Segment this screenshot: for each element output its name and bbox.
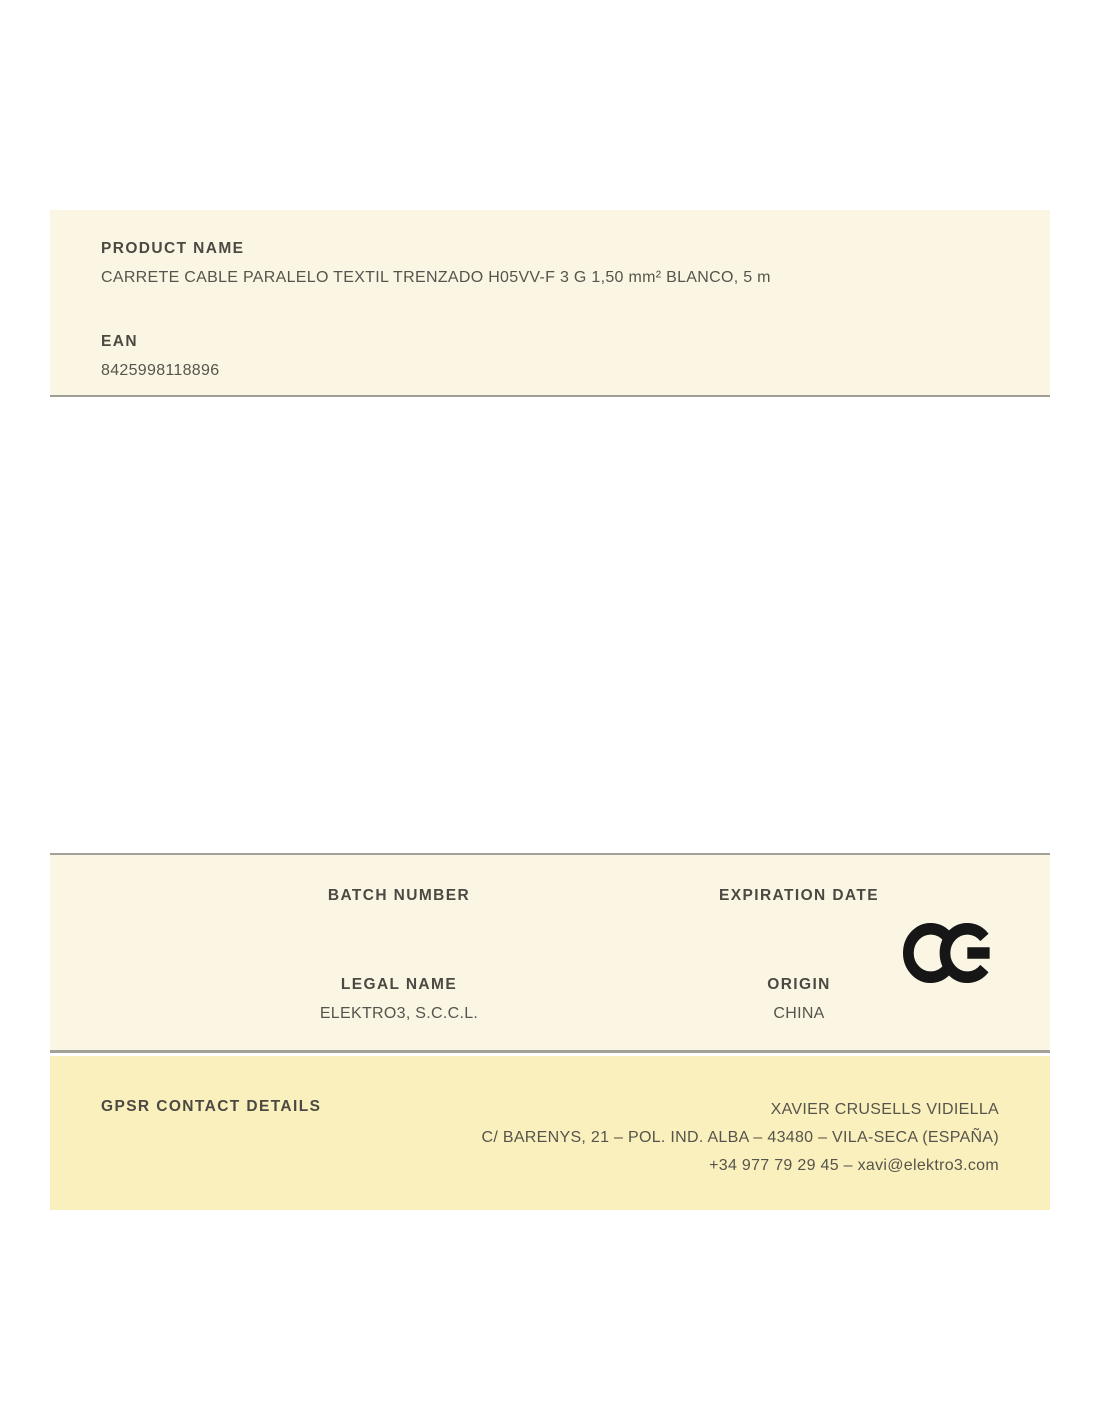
ce-mark-icon xyxy=(903,923,995,988)
expiration-date-label: EXPIRATION DATE xyxy=(719,887,879,904)
batch-origin-section xyxy=(50,853,1050,1053)
product-name-label: PRODUCT NAME xyxy=(101,240,245,257)
origin-value: CHINA xyxy=(773,1005,825,1022)
gpsr-contact-lines xyxy=(482,1096,1000,1180)
product-name-value: CARRETE CABLE PARALELO TEXTIL TRENZADO H05VV-F 3 G 1,50 mm² BLANCO, 5 m xyxy=(101,269,771,286)
gpsr-contact-section xyxy=(50,1056,1050,1210)
contact-person: XAVIER CRUSELLS VIDIELLA xyxy=(770,1101,999,1118)
batch-number-label: BATCH NUMBER xyxy=(327,887,471,904)
legal-name-label: LEGAL NAME xyxy=(340,976,458,993)
contact-phone-email: +34 977 79 29 45 – xavi@elektro3.com xyxy=(709,1157,999,1174)
ean-label: EAN xyxy=(101,333,138,350)
contact-address: C/ BARENYS, 21 – POL. IND. ALBA – 43480 – VILA-SECA (ESPAÑA) xyxy=(481,1129,999,1146)
legal-name-value: ELEKTRO3, S.C.C.L. xyxy=(319,1005,479,1022)
gpsr-contact-label: GPSR CONTACT DETAILS xyxy=(101,1098,322,1115)
origin-label: ORIGIN xyxy=(767,976,831,993)
product-name-field xyxy=(101,238,999,288)
ean-field xyxy=(101,331,999,381)
ean-value: 8425998118896 xyxy=(101,362,220,379)
product-info-section xyxy=(50,210,1050,397)
expiration-date-field xyxy=(549,885,1049,915)
